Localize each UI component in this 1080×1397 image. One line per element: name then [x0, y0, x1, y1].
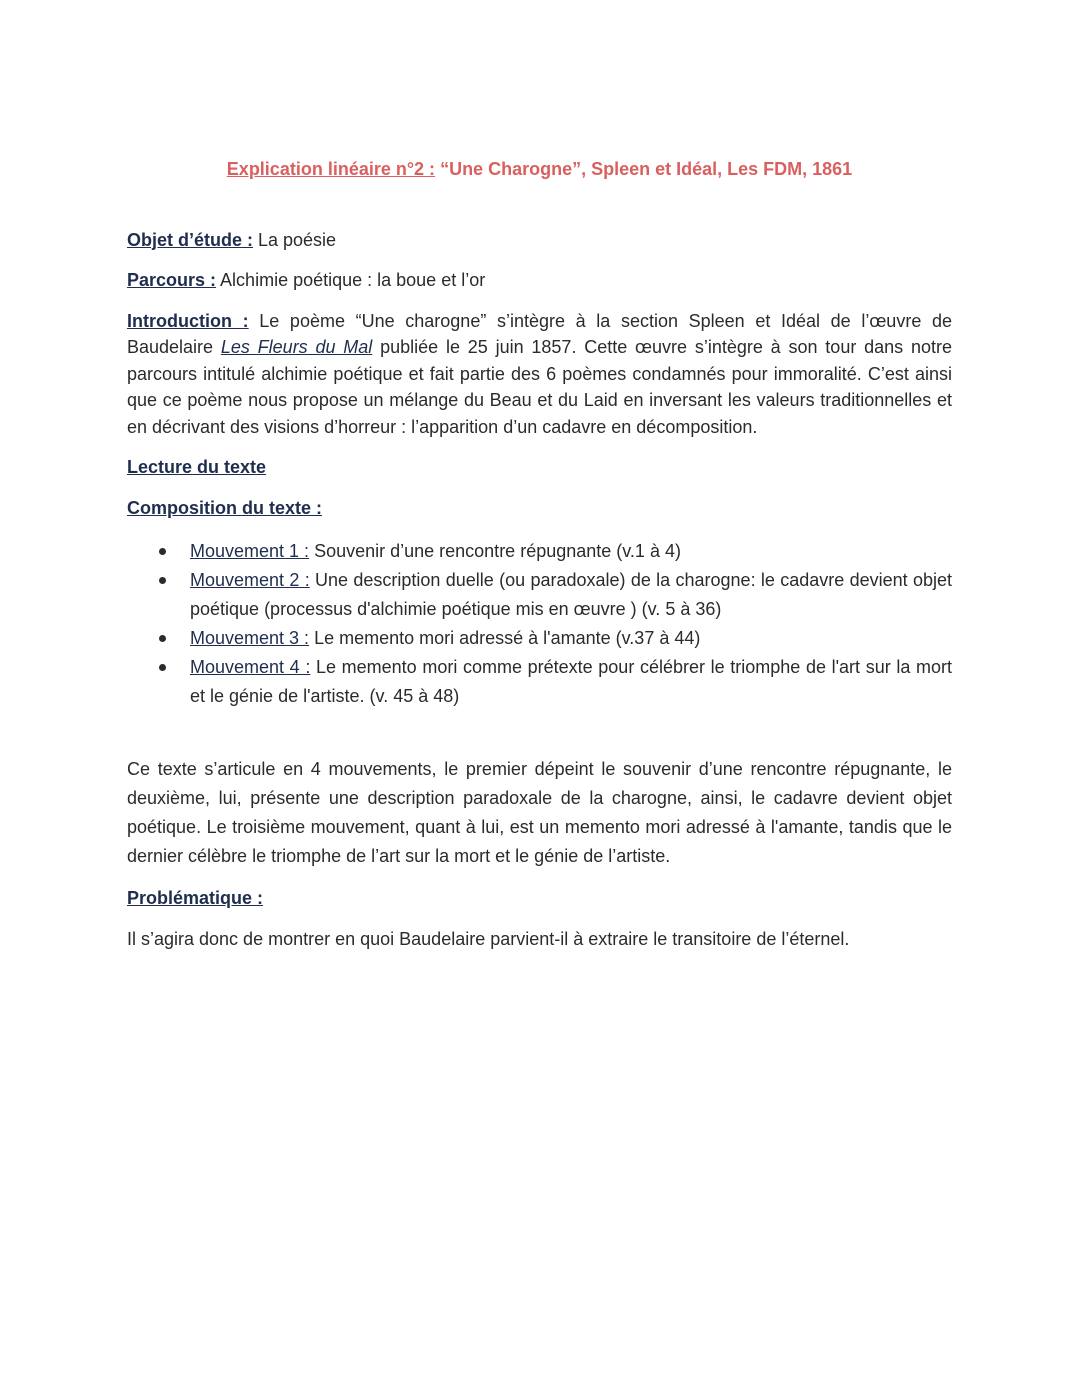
lecture-heading: Lecture du texte	[127, 457, 267, 477]
summary-paragraph: Ce texte s’articule en 4 mouvements, le premier dépeint le souvenir d’une rencontre répugnante, le deuxième, lui, présente une description paradoxale de la charogne, ainsi, le cadavre devient objet poétique. Le troisième mouvement, quant à lui, est un memento mori adressé à l'amante, tandis que le dernier célèbre le triomphe de l’art sur la mort et le génie de l’artiste.	[127, 759, 952, 866]
problematique-text: Il s’agira donc de montrer en quoi Baudelaire parvient-il à extraire le transitoire de l’éternel.	[127, 928, 850, 949]
introduction-text-before: Le poème “Une charogne” s’intègre à la section Spleen et Idéal de l’œuvre de Baudelaire	[127, 310, 952, 357]
movement-list	[127, 537, 952, 711]
parcours-line	[127, 267, 952, 294]
movement-text: Une description duelle (ou paradoxale) de la charogne: le cadavre devient objet poétique (processus d'alchimie poétique mis en œuvre ) (v. 5 à 36)	[190, 570, 952, 619]
introduction-text-after: publiée le 25 juin 1857. Cette œuvre s’intègre à son tour dans notre parcours intitulé alchimie poétique et fait partie des 6 poèmes condamnés pour immoralité. C’est ainsi que ce poème nous propose un mélange du Beau et du Laid en inversant les valeurs traditionnelles et en décrivant des visions d’horreur : l’apparition d’un cadavre en décomposition.	[127, 337, 952, 437]
composition-heading: Composition du texte :	[127, 497, 322, 518]
document-title	[127, 156, 952, 183]
objet-line	[127, 227, 952, 254]
list-item	[190, 653, 952, 711]
bullet-icon	[159, 577, 166, 584]
introduction-paragraph	[127, 308, 952, 441]
problematique-heading: Problématique :	[127, 888, 264, 908]
objet-text: La poésie	[253, 229, 337, 250]
title-underlined: Explication linéaire n°2 :	[226, 159, 436, 179]
bullet-icon	[159, 635, 166, 642]
document-page	[127, 156, 952, 952]
book-title: Les Fleurs du Mal	[220, 337, 373, 357]
list-item	[190, 566, 952, 624]
title-rest: “Une Charogne”, Spleen et Idéal, Les FDM, 1861	[435, 159, 853, 179]
introduction-label: Introduction :	[127, 310, 249, 331]
list-item	[190, 624, 952, 653]
movement-label: Mouvement 1 :	[190, 541, 310, 561]
bullet-icon	[159, 664, 166, 671]
parcours-text: Alchimie poétique : la boue et l’or	[216, 270, 486, 290]
movement-text: Souvenir d’une rencontre répugnante (v.1 à 4)	[309, 541, 681, 561]
movement-text: Le memento mori comme prétexte pour célébrer le triomphe de l'art sur la mort et le génie de l'artiste. (v. 45 à 48)	[190, 657, 952, 706]
movement-text: Le memento mori adressé à l'amante (v.37 à 44)	[309, 628, 701, 648]
list-item	[190, 537, 952, 566]
bullet-icon	[159, 548, 166, 555]
movement-label: Mouvement 4 :	[190, 657, 311, 677]
movement-label: Mouvement 2 :	[190, 570, 310, 590]
objet-label: Objet d’étude :	[127, 229, 253, 250]
movement-label: Mouvement 3 :	[190, 628, 310, 648]
parcours-label: Parcours :	[127, 270, 217, 290]
